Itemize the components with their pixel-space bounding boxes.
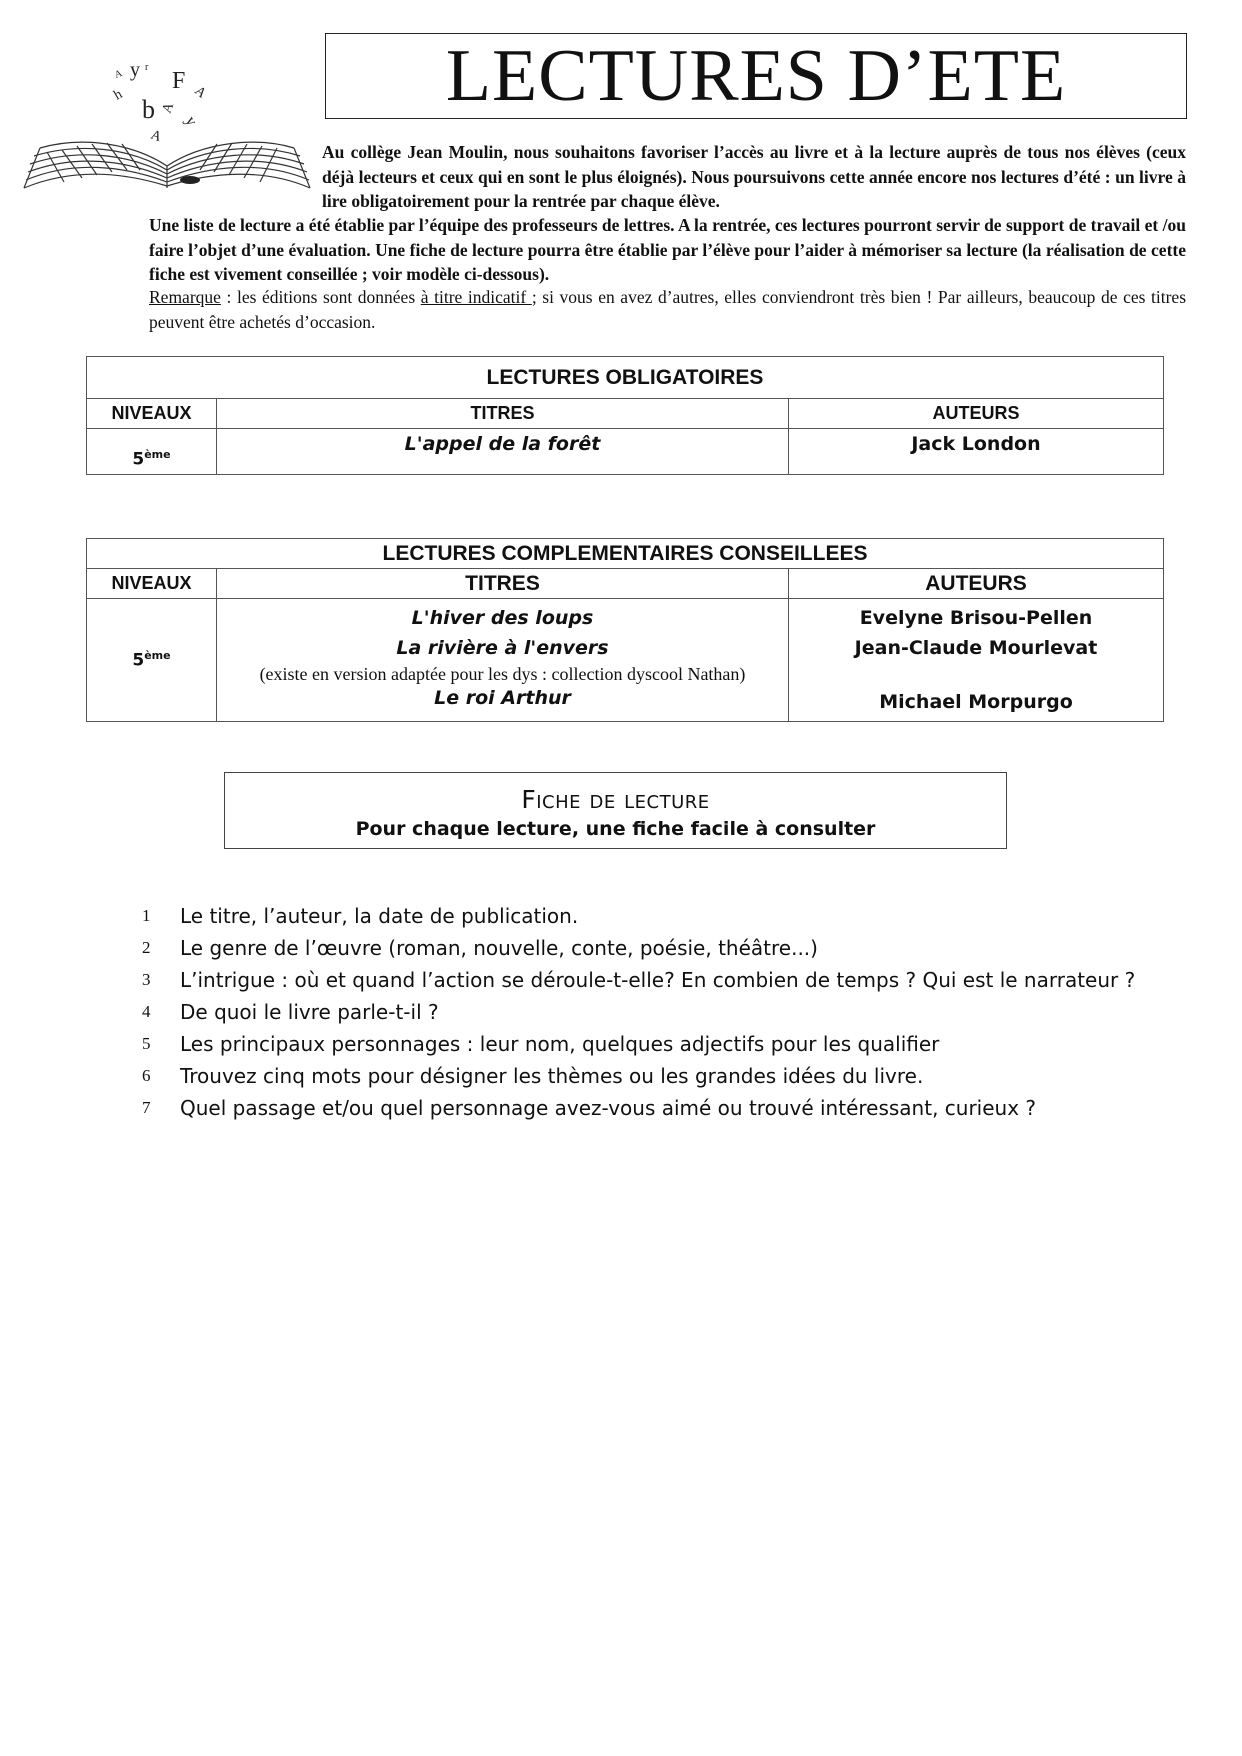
level-cell [87, 429, 217, 475]
step-text: L’intrigue : où et quand l’action se déroule-t-elle? En combien de temps ? Qui est le narrateur ? [180, 968, 1136, 992]
open-book-icon [22, 48, 312, 198]
book-author: Jean-Claude Mourlevat [854, 637, 1098, 659]
titles-cell [217, 599, 789, 722]
step-number: 1 [142, 906, 151, 925]
svg-text:A: A [191, 83, 209, 102]
svg-text:A: A [159, 100, 178, 116]
intro-paragraph-2: Une liste de lecture a été établie par l’équipe des professeurs de lettres. A la rentrée, ces lectures pourront servir de support de travail et /ou faire l’objet d’une évaluation. Une fiche de lecture pourra être établie par l’élève pour l’aider à mémoriser sa lecture (la réalisation de cette fiche est vivement conseillée ; voir modèle ci-dessous). [149, 215, 1186, 284]
col-header-levels: NIVEAUX [87, 569, 217, 599]
page-title: LECTURES D’ETE [445, 34, 1067, 117]
level-value: 5 [132, 650, 145, 671]
dys-edition-note: (existe en version adaptée pour les dys : collection dyscool Nathan) [259, 664, 746, 684]
book-title: Le roi Arthur [434, 687, 571, 709]
list-item [140, 900, 1140, 932]
col-header-authors: AUTEURS [789, 569, 1164, 599]
step-number: 3 [142, 970, 151, 989]
step-text: Le titre, l’auteur, la date de publication. [180, 904, 579, 928]
book-title: L'hiver des loups [411, 607, 594, 629]
svg-text:F: F [172, 68, 186, 94]
level-value: 5 [132, 450, 145, 470]
book-author: Jack London [789, 429, 1164, 475]
remark-paragraph [149, 285, 1186, 334]
mandatory-readings-table [86, 356, 1164, 475]
step-text: Le genre de l’œuvre (roman, nouvelle, conte, poésie, théâtre...) [180, 936, 818, 960]
level-sup: ème [144, 448, 171, 462]
svg-text:r: r [145, 62, 149, 73]
intro-paragraph-1: Au collège Jean Moulin, nous souhaitons favoriser l’accès au livre et à la lecture auprès de tous nos élèves (ceux déjà lecteurs et ceux qui en sont le plus éloignés). Nous poursuivons cette année encore nos lectures d’été : un livre à lire obligatoirement pour la rentrée par chaque élève. [322, 142, 1186, 211]
step-number: 4 [142, 1002, 151, 1021]
level-sup: ème [144, 649, 171, 663]
remark-text-b: ; si vous en avez d’autres, elles conviendront très bien ! Par ailleurs, beaucoup de ces titres peuvent être achetés d’occasion. [149, 287, 1187, 332]
step-number: 2 [142, 938, 151, 957]
list-item [140, 932, 1140, 964]
table-row [87, 429, 1164, 475]
authors-cell [789, 599, 1164, 722]
mandatory-table-title: LECTURES OBLIGATOIRES [87, 357, 1164, 399]
svg-text:A: A [148, 127, 164, 146]
reading-card-subtitle: Pour chaque lecture, une fiche facile à consulter [355, 818, 876, 840]
remark-underlined: à titre indicatif [420, 287, 532, 307]
book-title: L'appel de la forêt [217, 429, 789, 475]
remark-label: Remarque [149, 287, 221, 307]
level-cell [87, 599, 217, 722]
step-number: 7 [142, 1098, 151, 1117]
list-item [140, 996, 1140, 1028]
col-header-authors: AUTEURS [789, 399, 1164, 429]
complementary-readings-table [86, 538, 1164, 722]
svg-text:h: h [111, 86, 126, 104]
list-item [140, 1092, 1140, 1124]
page-title-box [325, 33, 1187, 119]
svg-text:y: y [130, 59, 140, 81]
book-author: Michael Morpurgo [879, 691, 1073, 713]
col-header-titles: TITRES [217, 399, 789, 429]
list-item [140, 1060, 1140, 1092]
step-text: De quoi le livre parle-t-il ? [180, 1000, 439, 1024]
svg-text:A: A [113, 68, 124, 81]
list-item [140, 964, 1140, 996]
svg-text:y: y [181, 113, 201, 129]
svg-text:b: b [142, 95, 155, 124]
complementary-table-title: LECTURES COMPLEMENTAIRES CONSEILLEES [87, 539, 1164, 569]
book-author: Evelyne Brisou-Pellen [859, 607, 1093, 629]
step-number: 5 [142, 1034, 151, 1053]
reading-card-title: Fiche de lecture [521, 785, 710, 814]
step-number: 6 [142, 1066, 151, 1085]
reading-card-box [224, 772, 1007, 849]
table-row [87, 599, 1164, 722]
col-header-titles: TITRES [217, 569, 789, 599]
step-text: Trouvez cinq mots pour désigner les thèmes ou les grandes idées du livre. [180, 1064, 924, 1088]
remark-text-a: : les éditions sont données [220, 287, 421, 307]
reading-card-steps [140, 900, 1140, 1124]
step-text: Les principaux personnages : leur nom, quelques adjectifs pour les qualifier [180, 1032, 940, 1056]
book-title: La rivière à l'envers [396, 637, 609, 659]
list-item [140, 1028, 1140, 1060]
col-header-levels: NIVEAUX [87, 399, 217, 429]
step-text: Quel passage et/ou quel personnage avez-vous aimé ou trouvé intéressant, curieux ? [180, 1096, 1037, 1120]
